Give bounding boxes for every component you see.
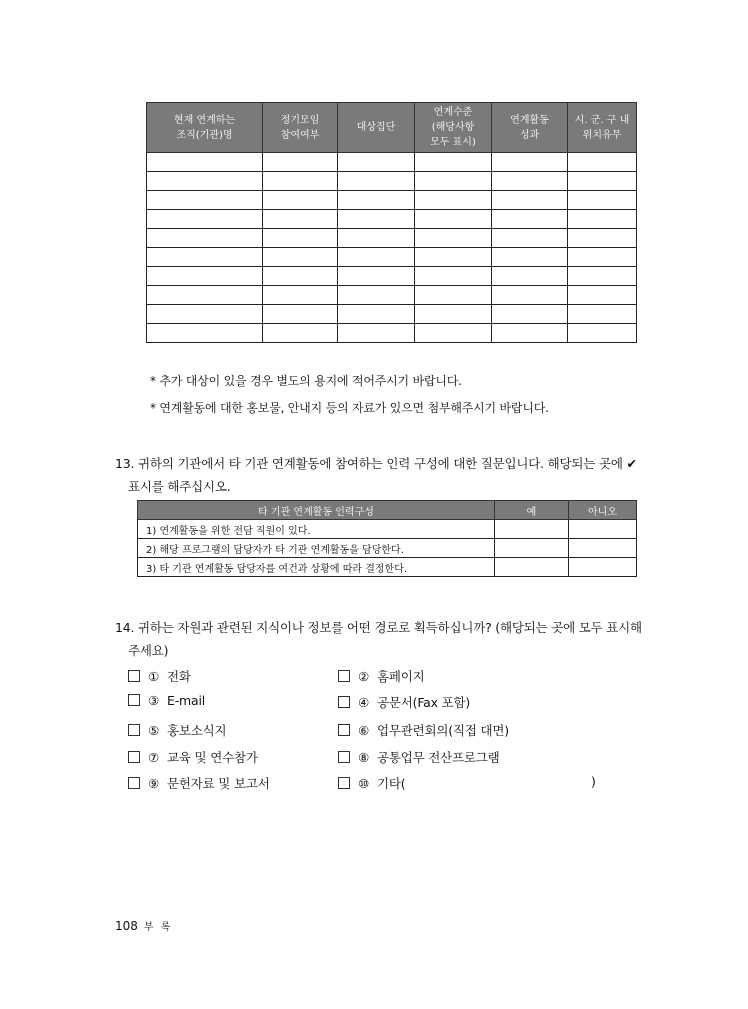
table-cell[interactable] — [492, 305, 568, 324]
table-cell[interactable] — [492, 324, 568, 343]
option-10[interactable]: ⑩ 기타( — [338, 774, 405, 792]
option-5[interactable]: ⑤ 홍보소식지 — [128, 721, 226, 739]
table-cell[interactable] — [147, 305, 263, 324]
checkbox-icon[interactable] — [128, 694, 140, 706]
table-row — [147, 172, 637, 191]
table-cell[interactable] — [492, 191, 568, 210]
table-cell[interactable] — [415, 305, 492, 324]
table-cell[interactable] — [338, 305, 415, 324]
table-cell[interactable] — [263, 286, 338, 305]
header-no: 아니오 — [569, 501, 637, 520]
table-cell[interactable] — [263, 305, 338, 324]
header-yes: 예 — [495, 501, 569, 520]
table-row — [147, 324, 637, 343]
table-cell[interactable] — [568, 153, 637, 172]
table-cell[interactable] — [568, 191, 637, 210]
table-cell[interactable] — [568, 172, 637, 191]
table-cell[interactable] — [147, 172, 263, 191]
header-location: 시. 군. 구 내 위치유무 — [568, 103, 637, 153]
option-2[interactable]: ② 홈페이지 — [338, 667, 425, 685]
table-cell[interactable] — [338, 286, 415, 305]
no-cell[interactable] — [569, 520, 637, 539]
table-cell[interactable] — [338, 210, 415, 229]
header-link-outcome: 연계활동 성과 — [492, 103, 568, 153]
page-footer — [115, 918, 172, 933]
table-cell[interactable] — [147, 153, 263, 172]
option-7[interactable]: ⑦ 교육 및 연수참가 — [128, 748, 258, 766]
table-cell[interactable] — [415, 229, 492, 248]
table-cell[interactable] — [492, 286, 568, 305]
table-cell[interactable] — [147, 248, 263, 267]
table-row — [147, 305, 637, 324]
table-cell[interactable] — [415, 172, 492, 191]
table-cell[interactable] — [568, 305, 637, 324]
page-number: 108 — [115, 919, 138, 933]
staff-composition-table — [137, 500, 637, 577]
table-cell[interactable] — [568, 248, 637, 267]
table-cell[interactable] — [492, 248, 568, 267]
table-cell[interactable] — [263, 191, 338, 210]
checkbox-icon[interactable] — [128, 670, 140, 682]
question-13-text-cont: 표시를 해주십시오. — [128, 479, 231, 494]
header-link-level: 연계수준 (해당사항 모두 표시) — [415, 103, 492, 153]
row-label: 3) 타 기관 연계활동 담당자를 여건과 상황에 따라 결정한다. — [138, 558, 495, 577]
table-cell[interactable] — [263, 172, 338, 191]
row-label: 2) 해당 프로그램의 담당자가 타 기관 연계활동을 담당한다. — [138, 539, 495, 558]
checkbox-icon[interactable] — [128, 777, 140, 789]
table-cell[interactable] — [147, 267, 263, 286]
table-cell[interactable] — [415, 248, 492, 267]
table-row — [147, 286, 637, 305]
table-cell[interactable] — [568, 286, 637, 305]
table-cell[interactable] — [568, 324, 637, 343]
question-14-text: 14. 귀하는 자원과 관련된 지식이나 정보를 어떤 경로로 획득하십니까? (해당되는 곳에 모두 표시해 — [115, 620, 642, 635]
table-cell[interactable] — [415, 286, 492, 305]
table-cell[interactable] — [263, 210, 338, 229]
checkbox-icon[interactable] — [338, 777, 350, 789]
no-cell[interactable] — [569, 558, 637, 577]
table-row — [147, 267, 637, 286]
no-cell[interactable] — [569, 539, 637, 558]
table-cell[interactable] — [338, 191, 415, 210]
table-cell[interactable] — [415, 191, 492, 210]
table-row — [147, 210, 637, 229]
table-row — [138, 558, 637, 577]
table-cell[interactable] — [263, 153, 338, 172]
table-row — [147, 191, 637, 210]
table-cell[interactable] — [568, 267, 637, 286]
row-label: 1) 연계활동을 위한 전담 직원이 있다. — [138, 520, 495, 539]
option-1[interactable]: ① 전화 — [128, 667, 191, 685]
table-row — [147, 229, 637, 248]
table-row — [147, 153, 637, 172]
question-14-text-cont: 주세요) — [128, 643, 169, 658]
table-cell[interactable] — [338, 267, 415, 286]
table-cell[interactable] — [263, 324, 338, 343]
option-8[interactable]: ⑧ 공통업무 전산프로그램 — [338, 748, 500, 766]
header-target-group: 대상집단 — [338, 103, 415, 153]
table-cell[interactable] — [492, 153, 568, 172]
table-cell[interactable] — [415, 267, 492, 286]
checkbox-icon[interactable] — [338, 751, 350, 763]
table-row — [138, 520, 637, 539]
table-cell[interactable] — [492, 210, 568, 229]
table-cell[interactable] — [568, 210, 637, 229]
checkbox-icon[interactable] — [338, 724, 350, 736]
option-3[interactable]: ③ E-mail — [128, 693, 205, 708]
table-cell[interactable] — [147, 229, 263, 248]
question-13-text: 13. 귀하의 기관에서 타 기관 연계활동에 참여하는 인력 구성에 대한 질문입니다. 해당되는 곳에 ✔ — [115, 456, 637, 471]
table-cell[interactable] — [492, 229, 568, 248]
yes-cell[interactable] — [495, 520, 569, 539]
table-cell[interactable] — [338, 229, 415, 248]
table-cell[interactable] — [415, 324, 492, 343]
table-cell[interactable] — [147, 191, 263, 210]
table-cell[interactable] — [338, 172, 415, 191]
table-cell[interactable] — [415, 210, 492, 229]
header-staff-composition: 타 기관 연계활동 인력구성 — [138, 501, 495, 520]
table-cell[interactable] — [568, 229, 637, 248]
option-4[interactable]: ④ 공문서(Fax 포함) — [338, 693, 470, 711]
note-attachment: * 연계활동에 대한 홍보물, 안내지 등의 자료가 있으면 첨부해주시기 바랍니다. — [150, 401, 549, 415]
table-row — [147, 248, 637, 267]
checkbox-icon[interactable] — [338, 696, 350, 708]
yes-cell[interactable] — [495, 539, 569, 558]
table-header-row — [147, 103, 637, 153]
header-regular-meeting: 정기모임 참여여부 — [263, 103, 338, 153]
table-cell[interactable] — [492, 172, 568, 191]
checkbox-icon[interactable] — [338, 670, 350, 682]
checkbox-icon[interactable] — [128, 724, 140, 736]
table-row — [138, 539, 637, 558]
option-9[interactable]: ⑨ 문헌자료 및 보고서 — [128, 774, 270, 792]
table-cell[interactable] — [492, 267, 568, 286]
section-label: 부 록 — [143, 922, 173, 933]
table-cell[interactable] — [147, 286, 263, 305]
checkbox-icon[interactable] — [128, 751, 140, 763]
table-cell[interactable] — [263, 248, 338, 267]
table-cell[interactable] — [338, 324, 415, 343]
note-additional: * 추가 대상이 있을 경우 별도의 용지에 적어주시기 바랍니다. — [150, 374, 462, 388]
yes-cell[interactable] — [495, 558, 569, 577]
table-cell[interactable] — [415, 153, 492, 172]
option-6[interactable]: ⑥ 업무관련회의(직접 대면) — [338, 721, 509, 739]
table-cell[interactable] — [338, 248, 415, 267]
organization-table — [146, 102, 637, 343]
header-org-name: 현재 연계하는 조직(기관)명 — [147, 103, 263, 153]
organization-table-body — [147, 153, 637, 343]
table-cell[interactable] — [147, 324, 263, 343]
table-header-row — [138, 501, 637, 520]
table-cell[interactable] — [338, 153, 415, 172]
table-cell[interactable] — [263, 267, 338, 286]
table-cell[interactable] — [147, 210, 263, 229]
other-closing-paren: ) — [591, 774, 596, 789]
table-cell[interactable] — [263, 229, 338, 248]
